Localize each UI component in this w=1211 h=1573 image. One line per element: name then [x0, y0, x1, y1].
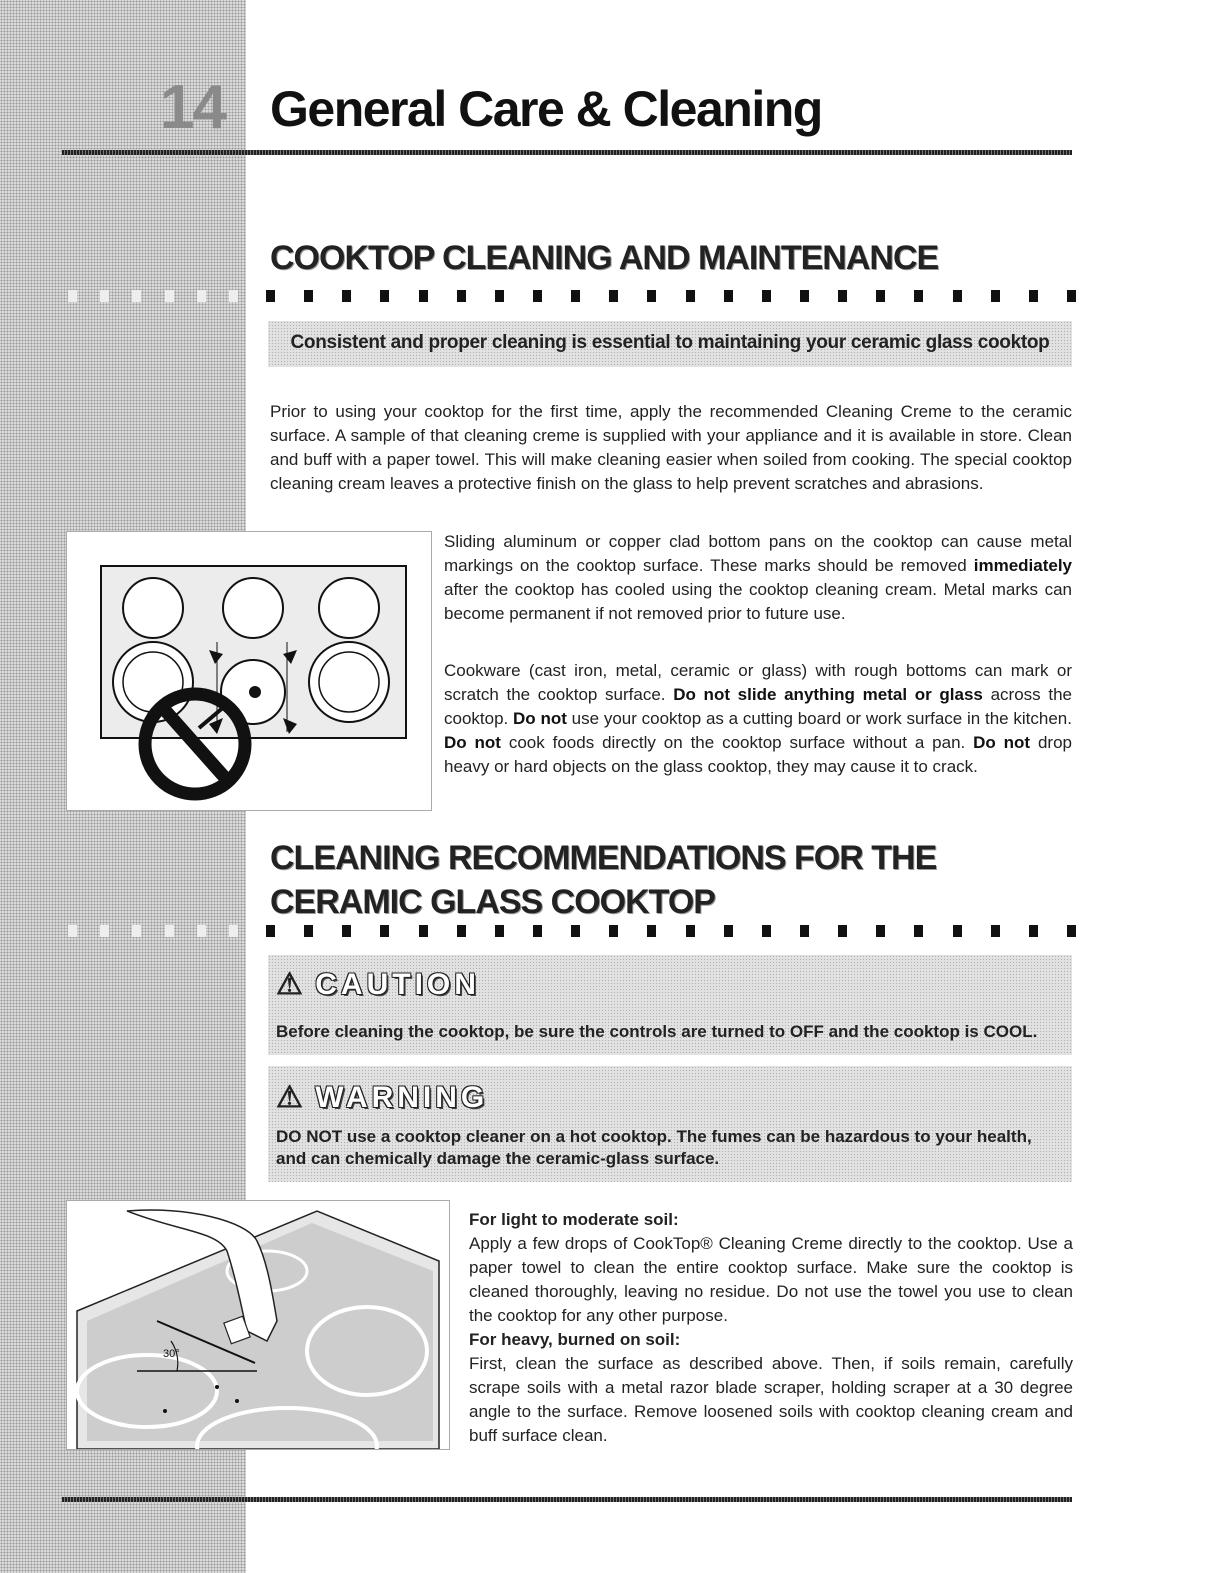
intro-paragraph: Prior to using your cooktop for the first time, apply the recommended Cleaning Creme to the ceramic surface. A sample of that cleaning creme is supplied with your appliance and it is available in store. Clean and buff with a paper towel. This will make cleaning easier when soiled from cooking. The special cooktop cleaning cream leaves a protective finish on the glass to help prevent scratches and abrasions.: [270, 402, 1072, 493]
text-span: after the cooktop has cooled using the cooktop cleaning cream. Metal marks can become permanent if not removed prior to future use.: [444, 580, 1072, 623]
warning-label-text: WARNING: [315, 1081, 489, 1114]
warning-triangle-icon: ⚠: [276, 1081, 303, 1114]
section-heading-cooktop-maintenance: COOKTOP CLEANING AND MAINTENANCE: [270, 239, 939, 277]
footer-rule: [62, 1497, 1072, 1502]
text-span: drop heavy or hard objects on the glass cooktop, they may cause it to crack.: [444, 733, 1072, 776]
page-number: 14: [160, 73, 225, 142]
intro-banner: Consistent and proper cleaning is essential to maintaining your ceramic glass cooktop: [268, 321, 1072, 367]
emphasis: Do not slide anything metal or glass: [673, 685, 983, 704]
sidebar-dots: [68, 290, 238, 302]
header-rule: [62, 150, 1072, 155]
cleaning-instructions: [469, 1208, 1073, 1448]
caution-label-text: CAUTION: [315, 968, 480, 1001]
warning-label: [276, 1080, 488, 1115]
caution-label: [276, 967, 480, 1002]
warning-box: [268, 1066, 1072, 1182]
cooktop-diagram: [67, 532, 431, 810]
warning-triangle-icon: ⚠: [276, 968, 303, 1001]
text-span: across the cooktop.: [444, 685, 1072, 728]
cooktop-no-slide-illustration: [66, 531, 432, 811]
emphasis: immediately: [973, 556, 1072, 575]
heavy-soil-title: For heavy, burned on soil:: [469, 1330, 681, 1349]
text-span: cook foods directly on the cooktop surface without a pan.: [500, 733, 974, 752]
square-divider: [266, 290, 1076, 302]
emphasis: Do not: [973, 733, 1031, 752]
section-heading-cleaning-recommendations: CLEANING RECOMMENDATIONS FOR THE CERAMIC GLASS COOKTOP: [270, 839, 937, 921]
metal-markings-paragraph: [444, 530, 1072, 626]
scraper-diagram: [67, 1201, 449, 1449]
warning-text: DO NOT use a cooktop cleaner on a hot cooktop. The fumes can be hazardous to your health, and can chemically damage the ceramic-glass surface.: [276, 1127, 1032, 1168]
angle-label: 30°: [163, 1348, 180, 1360]
sidebar-dots: [68, 925, 238, 937]
heavy-soil-text: First, clean the surface as described above. Then, if soils remain, carefully scrape soils with a metal razor blade scraper, holding scraper at a 30 degree angle to the surface. Remove loosened soils with cooktop cleaning cream and buff surface clean.: [469, 1354, 1073, 1445]
emphasis: Do not: [444, 733, 501, 752]
emphasis: Do not: [513, 709, 567, 728]
light-soil-text: Apply a few drops of CookTop® Cleaning Creme directly to the cooktop. Use a paper towel to clean the entire cooktop surface. Make sure the cooktop is cleaned thoroughly, leaving no residue. Do not use the towel you use to clean the cooktop for any other purpose.: [469, 1234, 1073, 1325]
caution-box: [268, 955, 1072, 1055]
text-span: Cookware (cast iron, metal, ceramic or glass) with rough bottoms can mark or scratch the cooktop surface.: [444, 661, 1072, 704]
scraper-illustration: [66, 1200, 450, 1450]
text-span: Sliding aluminum or copper clad bottom pans on the cooktop can cause metal markings on the cooktop surface. These marks should be removed: [444, 532, 1072, 575]
cookware-paragraph: [444, 659, 1072, 779]
square-divider: [266, 925, 1076, 937]
text-span: use your cooktop as a cutting board or work surface in the kitchen.: [566, 709, 1072, 728]
page-title: General Care & Cleaning: [270, 81, 822, 137]
light-soil-title: For light to moderate soil:: [469, 1210, 679, 1229]
caution-text: Before cleaning the cooktop, be sure the controls are turned to OFF and the cooktop is COOL.: [276, 1022, 1038, 1041]
